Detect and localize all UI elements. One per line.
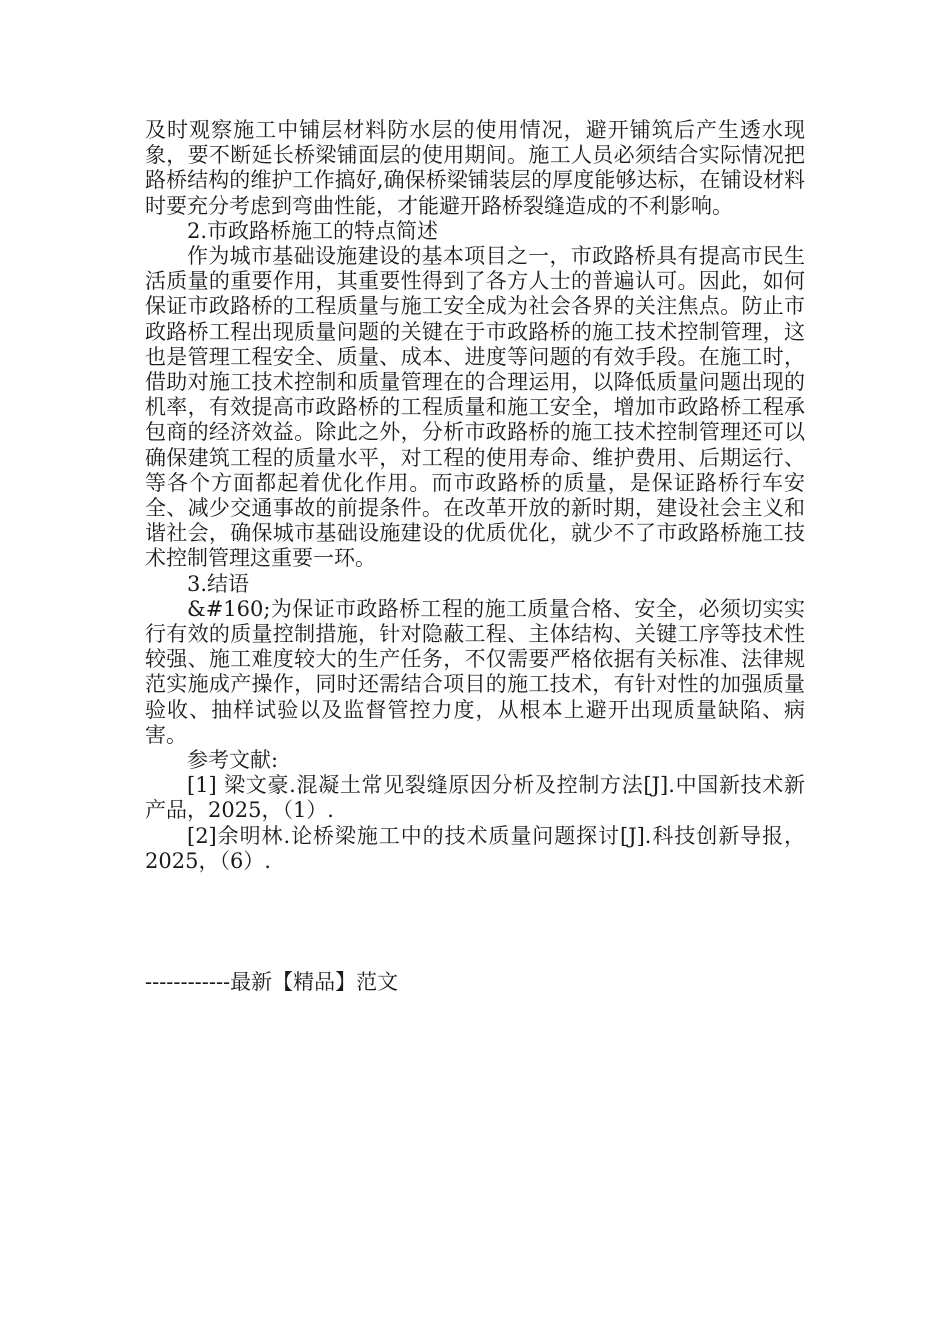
section-heading-3: 3.结语 bbox=[187, 571, 250, 596]
reference-item-1: [1] 梁文豪.混凝土常见裂缝原因分析及控制方法[J].中国新技术新产品，2025，（1）. bbox=[145, 773, 805, 823]
body-paragraph-section-2: 作为城市基础设施建设的基本项目之一，市政路桥具有提高市民生活质量的重要作用，其重要性得到了各方人士的普遍认可。因此，如何保证市政路桥的工程质量与施工安全成为社会各界的关注焦点。防止市政路桥工程出现质量问题的关键在于市政路桥的施工技术控制管理，这也是管理工程安全、质量、成本、进度等问题的有效手段。在施工时，借助对施工技术控制和质量管理在的合理运用，以降低质量问题出现的机率，有效提高市政路桥的工程质量和施工安全，增加市政路桥工程承包商的经济效益。除此之外，分析市政路桥的施工技术控制管理还可以确保建筑工程的质量水平，对工程的使用寿命、维护费用、后期运行、等各个方面都起着优化作用。而市政路桥的质量，是保证路桥行车安全、减少交通事故的前提条件。在改革开放的新时期，建设社会主义和谐社会，确保城市基础设施建设的优质优化，就少不了市政路桥施工技术控制管理这重要一环。 bbox=[145, 244, 805, 571]
document-body bbox=[145, 118, 805, 874]
references-heading: 参考文献: bbox=[187, 748, 279, 773]
reference-item-2: [2]余明林.论桥梁施工中的技术质量问题探讨[J].科技创新导报，2025，（6）. bbox=[145, 823, 805, 873]
body-paragraph-continuation: 及时观察施工中铺层材料防水层的使用情况，避开铺筑后产生透水现象，要不断延长桥梁铺面层的使用期间。施工人员必须结合实际情况把路桥结构的维护工作搞好,确保桥梁铺装层的厚度能够达标，在铺设材料时要充分考虑到弯曲性能，才能避开路桥裂缝造成的不利影响。 bbox=[145, 118, 805, 218]
footer-text: ------------最新【精品】范文 bbox=[145, 970, 399, 994]
section-heading-2: 2.市政路桥施工的特点简述 bbox=[187, 218, 439, 243]
body-paragraph-conclusion: &#160;为保证市政路桥工程的施工质量合格、安全，必须切实实行有效的质量控制措施，针对隐蔽工程、主体结构、关键工序等技术性较强、施工难度较大的生产任务，不仅需要严格依据有关标准、法律规范实施成产操作，同时还需结合项目的施工技术，有针对性的加强质量验收、抽样试验以及监督管控力度，从根本上避开出现质量缺陷、病害。 bbox=[145, 596, 805, 747]
